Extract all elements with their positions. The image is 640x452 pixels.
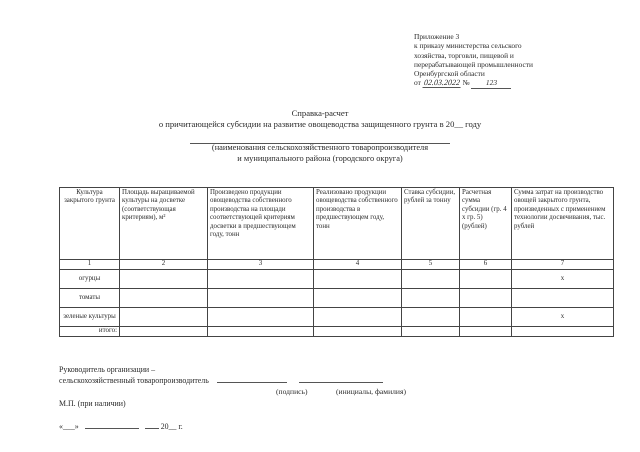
title-line: о причитающейся субсидии на развитие овощеводства защищенного грунта в 20__ году — [158, 119, 482, 129]
appendix-line: Оренбургской области — [414, 69, 485, 79]
stamp-label: М.П. (при наличии) — [59, 399, 126, 408]
date-prefix: от — [414, 78, 421, 88]
total-label: итого: — [60, 327, 120, 337]
column-number-row — [60, 260, 614, 270]
table-cell[interactable] — [402, 289, 460, 308]
caption-line: и муниципального района (городского округа) — [237, 154, 403, 163]
table-cell[interactable] — [120, 270, 208, 289]
table-cell[interactable] — [314, 289, 402, 308]
column-header: Реализовано продукции овощеводства собственного производства в предшествующем году, тонн — [314, 188, 402, 260]
table-cell[interactable] — [120, 289, 208, 308]
total-row — [60, 327, 614, 337]
number-prefix: № — [462, 78, 470, 88]
column-number: 5 — [402, 260, 460, 270]
column-header: Расчетная сумма субсидии (гр. 4 х гр. 5) (рублей) — [460, 188, 512, 260]
table-row — [60, 289, 614, 308]
table-cell[interactable] — [512, 327, 614, 337]
table-cell[interactable] — [460, 308, 512, 327]
head-of-organization-label: Руководитель организации – — [59, 365, 156, 374]
crop-name: зеленые культуры — [60, 308, 120, 327]
producer-caption — [0, 142, 640, 164]
crop-name: огурцы — [60, 270, 120, 289]
date-month-field[interactable] — [85, 428, 139, 429]
caption-line: (наименования сельскохозяйственного товаропроизводителя — [211, 143, 429, 152]
column-header: Культура закрытого грунта — [60, 188, 120, 260]
cost-mark — [512, 289, 614, 308]
table-cell[interactable] — [314, 270, 402, 289]
cost-mark: х — [512, 270, 614, 289]
table-cell[interactable] — [402, 308, 460, 327]
title-line: Справка-расчет — [291, 108, 349, 118]
appendix-line: перерабатывающей промышленности — [414, 59, 533, 69]
column-number: 7 — [512, 260, 614, 270]
table-cell[interactable] — [402, 327, 460, 337]
appendix-order-ref — [414, 78, 604, 88]
appendix-line: хозяйства, торговли, пищевой и — [414, 50, 514, 60]
table-cell[interactable] — [208, 308, 314, 327]
column-number: 6 — [460, 260, 512, 270]
date-line — [59, 422, 183, 432]
subsidy-table — [59, 187, 614, 337]
table-cell[interactable] — [208, 289, 314, 308]
table-header-row — [60, 188, 614, 260]
table-cell[interactable] — [314, 327, 402, 337]
column-number: 1 — [60, 260, 120, 270]
name-field[interactable] — [299, 382, 383, 383]
appendix-line: к приказу министерства сельского — [414, 41, 522, 51]
column-header: Сумма затрат на производство овощей закрытого грунта, произведенных с применением технологии досвечивания, тыс. рублей — [512, 188, 614, 260]
producer-signature-line — [59, 376, 383, 386]
column-header: Ставка субсидии, рублей за тонну — [402, 188, 460, 260]
date-year: 20__ г. — [160, 422, 183, 431]
date-day: «___» — [59, 422, 79, 431]
column-header: Площадь выращиваемой культуры на досветке (соответствующая критериям), м² — [120, 188, 208, 260]
column-number: 3 — [208, 260, 314, 270]
table-cell[interactable] — [208, 270, 314, 289]
handwritten-number: 123 — [471, 78, 511, 88]
table-cell[interactable] — [120, 308, 208, 327]
column-header: Произведено продукции овощеводства собственного производства на площади соответствующей критериям досветки в предшествующем году, тонн — [208, 188, 314, 260]
table-cell[interactable] — [120, 327, 208, 337]
name-caption: (инициалы, фамилия) — [336, 387, 407, 396]
cost-mark: х — [512, 308, 614, 327]
table-cell[interactable] — [460, 270, 512, 289]
crop-name: томаты — [60, 289, 120, 308]
table-cell[interactable] — [208, 327, 314, 337]
table-row — [60, 270, 614, 289]
table-cell[interactable] — [314, 308, 402, 327]
document-title — [0, 108, 640, 130]
date-year-blank[interactable] — [145, 428, 159, 429]
handwritten-date: 02.03.2022 — [423, 78, 461, 88]
table-row — [60, 308, 614, 327]
appendix-block — [414, 32, 604, 89]
column-number: 2 — [120, 260, 208, 270]
appendix-line: Приложение 3 — [414, 32, 460, 41]
producer-label: сельскохозяйственный товаропроизводитель — [59, 376, 209, 385]
table-cell[interactable] — [460, 327, 512, 337]
signature-field[interactable] — [217, 382, 287, 383]
table-cell[interactable] — [460, 289, 512, 308]
column-number: 4 — [314, 260, 402, 270]
signature-caption: (подпись) — [276, 387, 308, 396]
table-cell[interactable] — [402, 270, 460, 289]
